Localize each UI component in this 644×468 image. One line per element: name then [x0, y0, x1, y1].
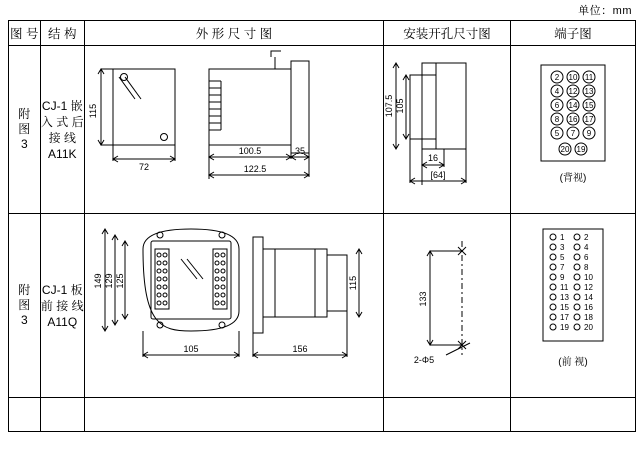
terminal-number: 15	[584, 100, 594, 110]
terminal-number: 9	[559, 272, 565, 282]
terminal-number: 7	[570, 128, 576, 138]
terminal-number: 2	[583, 232, 589, 242]
terminal-number: 5	[559, 252, 565, 262]
mounting-hole-drawing-flush	[384, 47, 510, 213]
terminal-number: 8	[583, 262, 589, 272]
table-row-empty	[9, 398, 636, 432]
dim-115: 115	[347, 275, 358, 290]
structure-line: 接	[56, 298, 69, 313]
terminal-number: 12	[583, 282, 593, 292]
fig-no-char: 图	[18, 298, 31, 312]
fig-no-char: 图	[18, 122, 31, 136]
terminal-number: 8	[554, 114, 560, 124]
dim-122-5: 122.5	[243, 163, 267, 174]
fig-no-char: 3	[20, 313, 28, 327]
dim-72: 72	[138, 161, 149, 172]
dim-105: 105	[183, 343, 199, 354]
structure-line: 线	[71, 298, 84, 313]
cell-empty	[40, 398, 84, 432]
fig-no-char: 附	[18, 107, 31, 121]
structure-line: 入	[40, 114, 53, 129]
cell-mounting-drawing-1	[383, 46, 510, 214]
terminal-number: 13	[584, 86, 594, 96]
dim-16: 16	[427, 152, 438, 163]
structure-line: 接	[48, 130, 61, 145]
dim-35: 35	[294, 145, 305, 156]
terminal-number: 14	[583, 292, 593, 302]
cell-empty	[84, 398, 383, 432]
structure-line: 式	[56, 114, 69, 129]
structure-line: 线	[63, 130, 76, 145]
terminal-number: 17	[559, 312, 569, 322]
table-header-row	[9, 21, 636, 46]
terminal-number: 19	[559, 322, 569, 332]
cell-fig-no-2	[9, 214, 41, 398]
terminal-caption: (前 视)	[558, 356, 588, 368]
terminal-number: 20	[583, 322, 593, 332]
dim-129: 129	[103, 272, 114, 289]
spec-table	[8, 20, 636, 432]
terminal-number: 15	[559, 302, 569, 312]
cell-fig-no-1	[9, 46, 41, 214]
fig-no-char: 3	[20, 137, 28, 151]
dim-115: 115	[87, 103, 98, 118]
cell-outline-drawing-1	[84, 46, 383, 214]
dim-133: 133	[417, 290, 428, 307]
cell-mounting-drawing-2	[383, 214, 510, 398]
terminal-number: 11	[584, 72, 594, 82]
cell-structure-2	[40, 214, 84, 398]
terminal-number: 5	[554, 128, 560, 138]
terminal-number: 10	[568, 72, 578, 82]
structure-line: CJ-1	[41, 282, 68, 297]
col-header-structure: 结 构	[40, 21, 84, 46]
terminal-number: 19	[576, 144, 586, 154]
terminal-number: 2	[554, 72, 560, 82]
structure-line: 板	[70, 282, 83, 297]
table-row	[9, 46, 636, 214]
terminal-number: 12	[568, 86, 578, 96]
terminal-number: 9	[586, 128, 592, 138]
outline-drawing-flush-mount	[85, 47, 383, 213]
terminal-number: 6	[554, 100, 560, 110]
terminal-number: 16	[583, 302, 593, 312]
terminal-caption: (背视)	[559, 172, 587, 184]
terminal-number: 20	[560, 144, 570, 154]
structure-line: 嵌	[70, 98, 83, 113]
cell-empty	[9, 398, 41, 432]
structure-line: A11Q	[47, 314, 78, 329]
dim-64: [64]	[430, 169, 446, 180]
dim-125: 125	[114, 272, 125, 289]
fig-no-char: 附	[18, 283, 31, 297]
terminal-number: 16	[568, 114, 578, 124]
cell-empty	[510, 398, 635, 432]
terminal-number: 3	[559, 242, 565, 252]
col-header-fig-no: 图 号	[9, 21, 41, 46]
structure-line: 前	[40, 298, 53, 313]
terminal-number: 6	[583, 252, 589, 262]
terminal-diagram-front-view	[511, 215, 635, 397]
structure-line: CJ-1	[41, 98, 68, 113]
dim-2-phi5: 2-Φ5	[413, 354, 435, 365]
terminal-number: 11	[559, 282, 569, 292]
cell-outline-drawing-2	[84, 214, 383, 398]
terminal-number: 13	[559, 292, 569, 302]
col-header-outline: 外 形 尺 寸 图	[84, 21, 383, 46]
terminal-number: 4	[583, 242, 589, 252]
mounting-hole-drawing-front	[384, 215, 510, 397]
dim-156: 156	[292, 343, 308, 354]
unit-note: 单位：mm	[578, 5, 632, 17]
terminal-number: 4	[554, 86, 560, 96]
cell-empty	[383, 398, 510, 432]
terminal-number: 17	[584, 114, 594, 124]
structure-line: 后	[71, 114, 84, 129]
table-row	[9, 214, 636, 398]
terminal-number: 10	[583, 272, 593, 282]
outline-drawing-front-connect	[85, 215, 383, 397]
terminal-diagram-rear-view	[511, 55, 635, 205]
terminal-number: 14	[568, 100, 578, 110]
dim-100-5: 100.5	[238, 145, 262, 156]
terminal-number: 7	[559, 262, 565, 272]
col-header-mounting: 安装开孔尺寸图	[383, 21, 510, 46]
cell-terminal-diagram-2	[510, 214, 635, 398]
cell-terminal-diagram-1	[510, 46, 635, 214]
terminal-number: 18	[583, 312, 593, 322]
col-header-terminal: 端子图	[510, 21, 635, 46]
structure-line: A11K	[48, 146, 77, 161]
dim-149: 149	[92, 272, 103, 289]
dim-107-5: 107.5	[383, 94, 394, 117]
terminal-number: 1	[559, 232, 565, 242]
cell-structure-1	[40, 46, 84, 214]
dim-105: 105	[394, 97, 405, 114]
